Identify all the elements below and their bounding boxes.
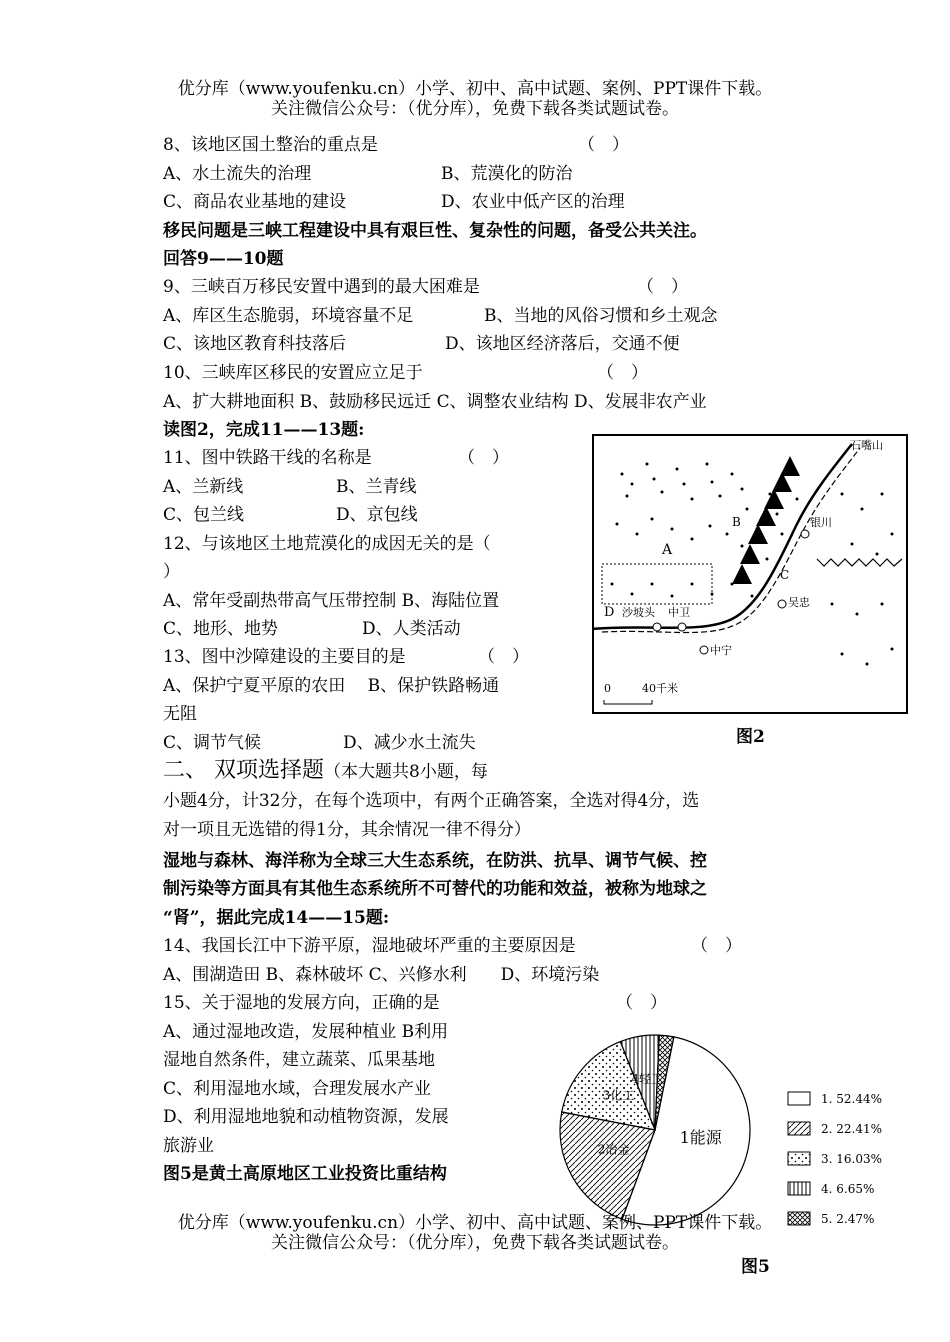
label-d: D [604,605,615,620]
q15-line-1: A、通过湿地改造，发展种植业 B利用 [163,1022,449,1042]
legend-swatch-2 [788,1122,810,1135]
q9-option-b: B、当地的风俗习惯和乡土观念 [484,306,718,326]
figure-2-caption: 图2 [736,727,765,747]
q11-paren: （ ） [458,448,509,468]
intro-migrants-line-1: 移民问题是三峡工程建设中具有艰巨性、复杂性的问题，备受公共关注。 [163,221,707,241]
q11-stem: 11、图中铁路干线的名称是 [163,448,372,468]
map-frame [593,435,907,713]
intro-fig2: 读图2，完成11——13题: [163,420,365,440]
q8-paren: （ ） [578,135,629,155]
legend-label-2: 2. 22.41% [821,1122,883,1136]
legend-label-3: 3. 16.03% [821,1152,883,1166]
intro-wetland-line-1: 湿地与森林、海洋称为全球三大生态系统，在防洪、抗旱、调节气候、控 [163,851,707,871]
pie-chart-svg [545,1030,905,1230]
q9-stem: 9、三峡百万移民安置中遇到的最大困难是 [163,277,480,297]
label-zhongwei: 中卫 [668,606,690,619]
section-2-title [163,760,488,783]
header-line-1: 优分库（www.youfenku.cn）小学、初中、高中试题、案例、PPT课件下载。 [177,79,773,99]
q11-option-b: B、兰青线 [336,477,417,497]
legend-swatch-3 [788,1152,810,1165]
q15-line-5: 旅游业 [163,1136,214,1156]
q11-option-a: A、兰新线 [163,477,244,497]
legend-label-5: 5. 2.47% [821,1212,875,1226]
legend-label-4: 4. 6.65% [821,1182,875,1196]
pie-label-1: 1能源 [679,1127,722,1147]
q8-option-a: A、水土流失的治理 [163,164,312,184]
q11-option-c: C、包兰线 [163,505,245,525]
section-2-desc-1: （本大题共8小题，每 [324,762,488,782]
figure-2-map [592,434,908,714]
label-yinchuan: 银川 [810,516,832,529]
label-b: B [732,515,741,529]
q13-option-ab-cont: 无阻 [163,704,197,724]
q12-stem: 12、与该地区土地荒漠化的成因无关的是（ [163,534,491,554]
pie-legend [788,1092,882,1226]
label-a: A [662,542,673,558]
q9-option-a: A、库区生态脆弱，环境容量不足 [163,306,414,326]
section-2-desc-3: 对一项且无选错的得1分，其余情况一律不得分） [163,820,531,840]
q9-option-c: C、该地区教育科技落后 [163,334,347,354]
q13-option-c: C、调节气候 [163,733,262,753]
figure-5-chart [545,1030,905,1230]
legend-swatch-1 [788,1092,810,1105]
q12-option-c: C、地形、地势 [163,619,279,639]
q8-stem: 8、该地区国土整治的重点是 [163,135,378,155]
q15-line-2: 湿地自然条件，建立蔬菜、瓜果基地 [163,1050,435,1070]
q8-option-d: D、农业中低产区的治理 [441,192,625,212]
scale-length: 40千米 [642,682,678,695]
pie-label-3: 3化工 [602,1088,635,1103]
header-line-2: 关注微信公众号：（优分库），免费下载各类试题试卷。 [271,99,679,119]
q13-option-ab: A、保护宁夏平原的农田 B、保护铁路畅通 [163,676,500,696]
scale-zero: 0 [604,682,611,695]
intro-fig5: 图5是黄土高原地区工业投资比重结构 [163,1164,447,1184]
city-marker-shapotou [653,623,661,631]
q12-stem-cont: ） [163,562,180,582]
city-marker-zhongning [700,646,708,654]
q10-options: A、扩大耕地面积 B、鼓励移民远迁 C、调整农业结构 D、发展非农产业 [163,392,707,412]
q11-option-d: D、京包线 [336,505,418,525]
intro-wetland-line-3: “肾”，据此完成14——15题: [163,908,390,928]
footer-line-1: 优分库（www.youfenku.cn）小学、初中、高中试题、案例、PPT课件下载。 [177,1213,773,1233]
label-shapotou: 沙坡头 [622,606,655,619]
q14-stem: 14、我国长江中下游平原，湿地破坏严重的主要原因是 [163,936,576,956]
q13-stem: 13、图中沙障建设的主要目的是 [163,647,406,667]
q15-line-3: C、利用湿地水域，合理发展水产业 [163,1079,432,1099]
q13-option-d: D、减少水土流失 [343,733,476,753]
q9-paren: （ ） [637,277,688,297]
intro-wetland-line-2: 制污染等方面具有其他生态系统所不可替代的功能和效益，被称为地球之 [163,879,707,899]
legend-label-1: 1. 52.44% [821,1092,883,1106]
q10-paren: （ ） [597,363,648,383]
label-zhongning: 中宁 [710,644,732,657]
label-shizuishan: 石嘴山 [850,439,883,452]
label-c: C [780,568,790,582]
q8-option-b: B、荒漠化的防治 [441,164,573,184]
city-marker-zhongwei [678,623,686,631]
section-2-desc-2: 小题4分，计32分，在每个选项中，有两个正确答案，全选对得4分，选 [163,791,700,811]
city-marker-wuzhong [778,600,786,608]
city-marker-yinchuan [801,530,809,538]
pie-label-2: 2冶金 [597,1142,630,1157]
q14-options: A、围湖造田 B、森林破坏 C、兴修水利 D、环境污染 [163,965,600,985]
figure-5-caption: 图5 [741,1257,770,1277]
pie-label-4: 4轻工 [631,1072,664,1087]
label-wuzhong: 吴忠 [788,596,810,609]
footer-line-2: 关注微信公众号：（优分库），免费下载各类试题试卷。 [271,1233,679,1253]
q8-option-c: C、商品农业基地的建设 [163,192,347,212]
q14-paren: （ ） [691,936,742,956]
q15-line-4: D、利用湿地地貌和动植物资源，发展 [163,1107,449,1127]
intro-migrants-line-2: 回答9——10题 [163,249,284,269]
section-2-title-text: 二、 双项选择题 [163,758,324,783]
q13-paren: （ ） [478,647,529,667]
q15-stem: 15、关于湿地的发展方向，正确的是 [163,993,440,1013]
q9-option-d: D、该地区经济落后，交通不便 [445,334,680,354]
q12-option-d: D、人类活动 [362,619,461,639]
q12-option-ab: A、常年受副热带高气压带控制 B、海陆位置 [163,591,500,611]
q10-stem: 10、三峡库区移民的安置应立足于 [163,363,423,383]
q15-paren: （ ） [616,993,667,1013]
legend-swatch-4 [788,1182,810,1195]
